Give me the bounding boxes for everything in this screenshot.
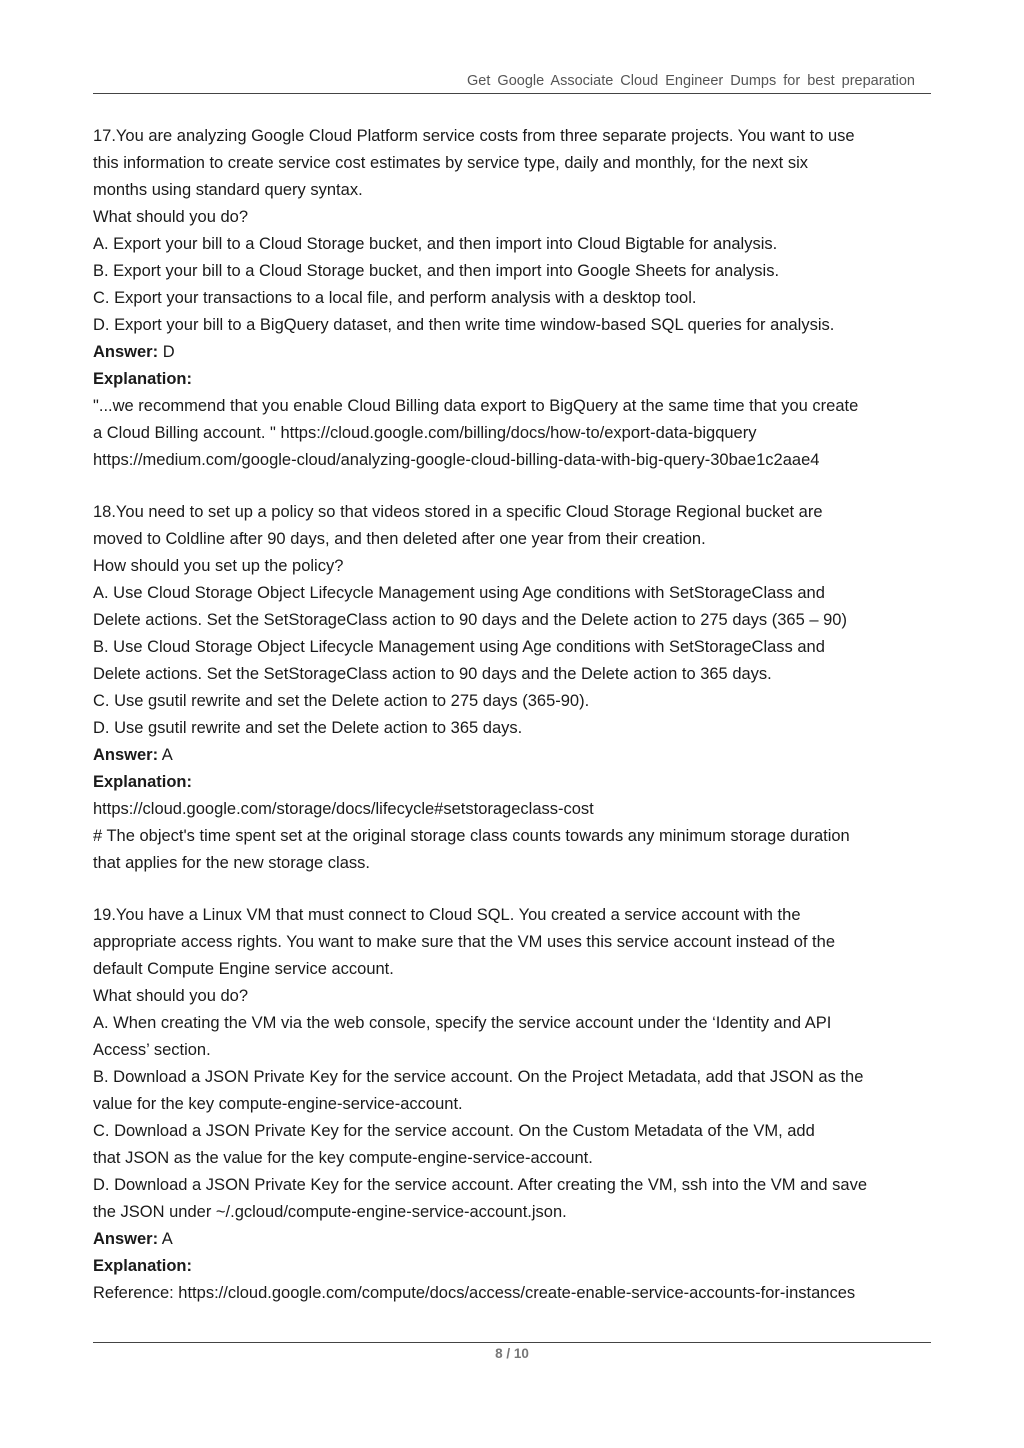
question-text: 18.You need to set up a policy so that videos stored in a specific Cloud Storage Regional bucket are [93, 503, 823, 521]
header-rule [93, 93, 931, 94]
answer-option: A. When creating the VM via the web console, specify the service account under the ‘Identity and API [93, 1014, 832, 1032]
answer-option: that JSON as the value for the key compute-engine-service-account. [93, 1149, 593, 1167]
question-text: appropriate access rights. You want to make sure that the VM uses this service account instead of the [93, 933, 835, 951]
question-spacer [93, 474, 935, 499]
answer-option: Access’ section. [93, 1041, 211, 1059]
question-text: How should you set up the policy? [93, 557, 344, 575]
answer-line [93, 742, 935, 769]
answer-option: B. Export your bill to a Cloud Storage bucket, and then import into Google Sheets for analysis. [93, 262, 780, 280]
answer-value: D [162, 343, 175, 361]
answer-option: B. Use Cloud Storage Object Lifecycle Management using Age conditions with SetStorageClass and [93, 638, 825, 656]
question-spacer [93, 877, 935, 902]
footer-rule [93, 1342, 931, 1343]
explanation-label: Explanation: [93, 1257, 193, 1275]
explanation-text: Reference: https://cloud.google.com/compute/docs/access/create-enable-service-accounts-for-instances [93, 1284, 856, 1302]
question-block [93, 902, 935, 1307]
answer-option: D. Download a JSON Private Key for the service account. After creating the VM, ssh into the VM and save [93, 1176, 868, 1194]
answer-line [93, 1226, 935, 1253]
explanation-text: "...we recommend that you enable Cloud Billing data export to BigQuery at the same time that you create [93, 397, 859, 415]
answer-value: A [161, 746, 173, 764]
explanation-label: Explanation: [93, 773, 193, 791]
explanation-text: a Cloud Billing account. " https://cloud.google.com/billing/docs/how-to/export-data-bigquery [93, 424, 757, 442]
question-text: months using standard query syntax. [93, 181, 363, 199]
answer-label: Answer: [93, 1230, 159, 1248]
answer-option: D. Export your bill to a BigQuery dataset, and then write time window-based SQL queries for analysis. [93, 316, 835, 334]
page-content [93, 123, 935, 1307]
answer-value: A [161, 1230, 173, 1248]
answer-option: C. Download a JSON Private Key for the service account. On the Custom Metadata of the VM, add [93, 1122, 815, 1140]
answer-option: Delete actions. Set the SetStorageClass action to 90 days and the Delete action to 275 days (365 – 90) [93, 611, 847, 629]
question-block [93, 499, 935, 877]
question-block [93, 123, 935, 474]
question-text: 19.You have a Linux VM that must connect to Cloud SQL. You created a service account with the [93, 906, 801, 924]
explanation-text: that applies for the new storage class. [93, 854, 370, 872]
question-text: What should you do? [93, 987, 249, 1005]
answer-option: B. Download a JSON Private Key for the service account. On the Project Metadata, add that JSON as the [93, 1068, 864, 1086]
answer-option: Delete actions. Set the SetStorageClass action to 90 days and the Delete action to 365 days. [93, 665, 772, 683]
page-number: 8 / 10 [495, 1346, 529, 1361]
answer-option: A. Export your bill to a Cloud Storage bucket, and then import into Cloud Bigtable for analysis. [93, 235, 778, 253]
answer-option: C. Export your transactions to a local file, and perform analysis with a desktop tool. [93, 289, 697, 307]
running-header: Get Google Associate Cloud Engineer Dumps for best preparation [467, 73, 915, 89]
answer-option: value for the key compute-engine-service-account. [93, 1095, 463, 1113]
explanation-text: # The object's time spent set at the original storage class counts towards any minimum storage duration [93, 827, 850, 845]
question-text: 17.You are analyzing Google Cloud Platform service costs from three separate projects. You want to use [93, 127, 855, 145]
answer-line [93, 339, 935, 366]
explanation-text: https://cloud.google.com/storage/docs/lifecycle#setstorageclass-cost [93, 800, 594, 818]
answer-option: the JSON under ~/.gcloud/compute-engine-service-account.json. [93, 1203, 567, 1221]
answer-option: A. Use Cloud Storage Object Lifecycle Management using Age conditions with SetStorageClass and [93, 584, 825, 602]
question-text: default Compute Engine service account. [93, 960, 394, 978]
explanation-text: https://medium.com/google-cloud/analyzing-google-cloud-billing-data-with-big-query-30bae1c2aae4 [93, 451, 820, 469]
answer-label: Answer: [93, 343, 159, 361]
explanation-label: Explanation: [93, 370, 193, 388]
answer-option: D. Use gsutil rewrite and set the Delete action to 365 days. [93, 719, 523, 737]
question-text: What should you do? [93, 208, 249, 226]
question-text: moved to Coldline after 90 days, and then deleted after one year from their creation. [93, 530, 706, 548]
question-text: this information to create service cost estimates by service type, daily and monthly, for the next six [93, 154, 809, 172]
answer-label: Answer: [93, 746, 159, 764]
answer-option: C. Use gsutil rewrite and set the Delete action to 275 days (365-90). [93, 692, 590, 710]
